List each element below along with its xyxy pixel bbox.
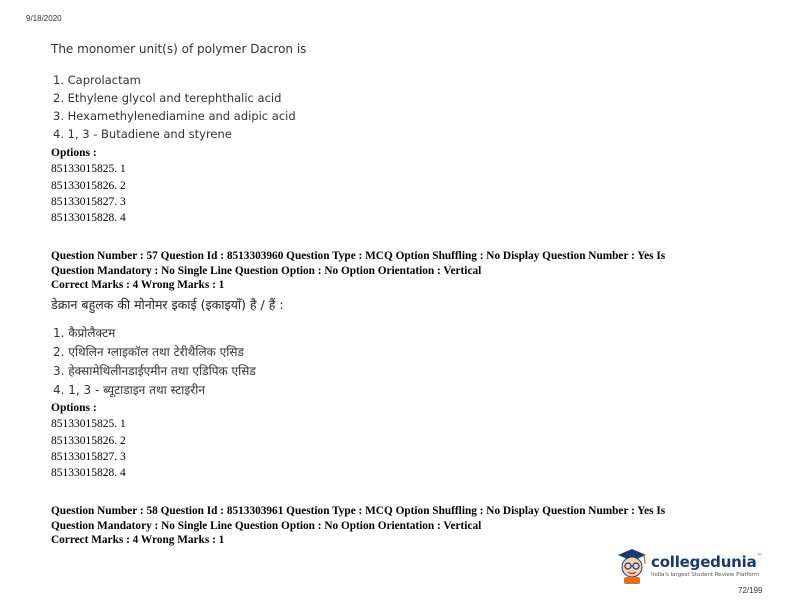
question-58-meta	[51, 504, 751, 548]
brand-trademark: ™	[756, 553, 763, 560]
question-text-hindi: डेक्रान बहुलक की मोनोमर इकाई (इकाइयाँ) है / हैं :	[51, 297, 284, 312]
student-mascot-icon	[614, 545, 650, 585]
brand-tagline: India's largest Student Review Platform	[651, 572, 760, 578]
meta-line: Question Mandatory : No Single Line Question Option : No Option Orientation : Vertical	[51, 519, 482, 532]
options-block	[51, 145, 126, 226]
option-code: 85133015827. 3	[51, 450, 126, 463]
page-number: 72/199	[738, 586, 763, 595]
option-code: 85133015827. 3	[51, 195, 126, 208]
choice-item: 2. एथिलिन ग्लाइकॉल तथा टेरीथैलिक एसिड	[53, 345, 244, 359]
choice-list	[53, 71, 296, 143]
choice-item: 3. Hexamethylenediamine and adipic acid	[53, 109, 296, 123]
brand-text: collegedunia	[651, 553, 757, 571]
option-code: 85133015825. 1	[51, 163, 126, 176]
option-code: 85133015826. 2	[51, 434, 126, 447]
choice-item: 4. 1, 3 - ब्यूटाडाइन तथा स्टाइरीन	[53, 383, 205, 397]
question-text: The monomer unit(s) of polymer Dacron is	[51, 42, 307, 56]
print-date: 9/18/2020	[26, 14, 62, 23]
choice-item: 1. Caprolactam	[53, 73, 141, 87]
choice-item: 1. कैप्रोलैक्टम	[53, 326, 116, 340]
marks-line: Correct Marks : 4 Wrong Marks : 1	[51, 279, 225, 292]
option-code: 85133015826. 2	[51, 179, 126, 192]
choice-item: 3. हेक्सामेथिलीनडाईएमीन तथा एडिपिक एसिड	[53, 364, 256, 378]
choice-item: 2. Ethylene glycol and terephthalic acid	[53, 91, 282, 105]
options-label: Options :	[51, 147, 97, 159]
option-code: 85133015828. 4	[51, 467, 126, 480]
brand-name	[651, 553, 762, 571]
choice-item: 4. 1, 3 - Butadiene and styrene	[53, 127, 232, 141]
options-label: Options :	[51, 402, 97, 414]
meta-line: Question Number : 58 Question Id : 8513303961 Question Type : MCQ Option Shuffling : No Display Question Number : Yes Is	[51, 505, 666, 517]
option-code: 85133015825. 1	[51, 418, 126, 431]
meta-line: Question Mandatory : No Single Line Question Option : No Option Orientation : Vertical	[51, 264, 482, 277]
meta-line: Question Number : 57 Question Id : 8513303960 Question Type : MCQ Option Shuffling : No Display Question Number : Yes Is	[51, 250, 666, 262]
question-57-meta	[51, 249, 751, 293]
choice-list-hindi	[53, 324, 256, 400]
option-code: 85133015828. 4	[51, 212, 126, 225]
marks-line: Correct Marks : 4 Wrong Marks : 1	[51, 534, 225, 547]
options-block	[51, 400, 126, 481]
